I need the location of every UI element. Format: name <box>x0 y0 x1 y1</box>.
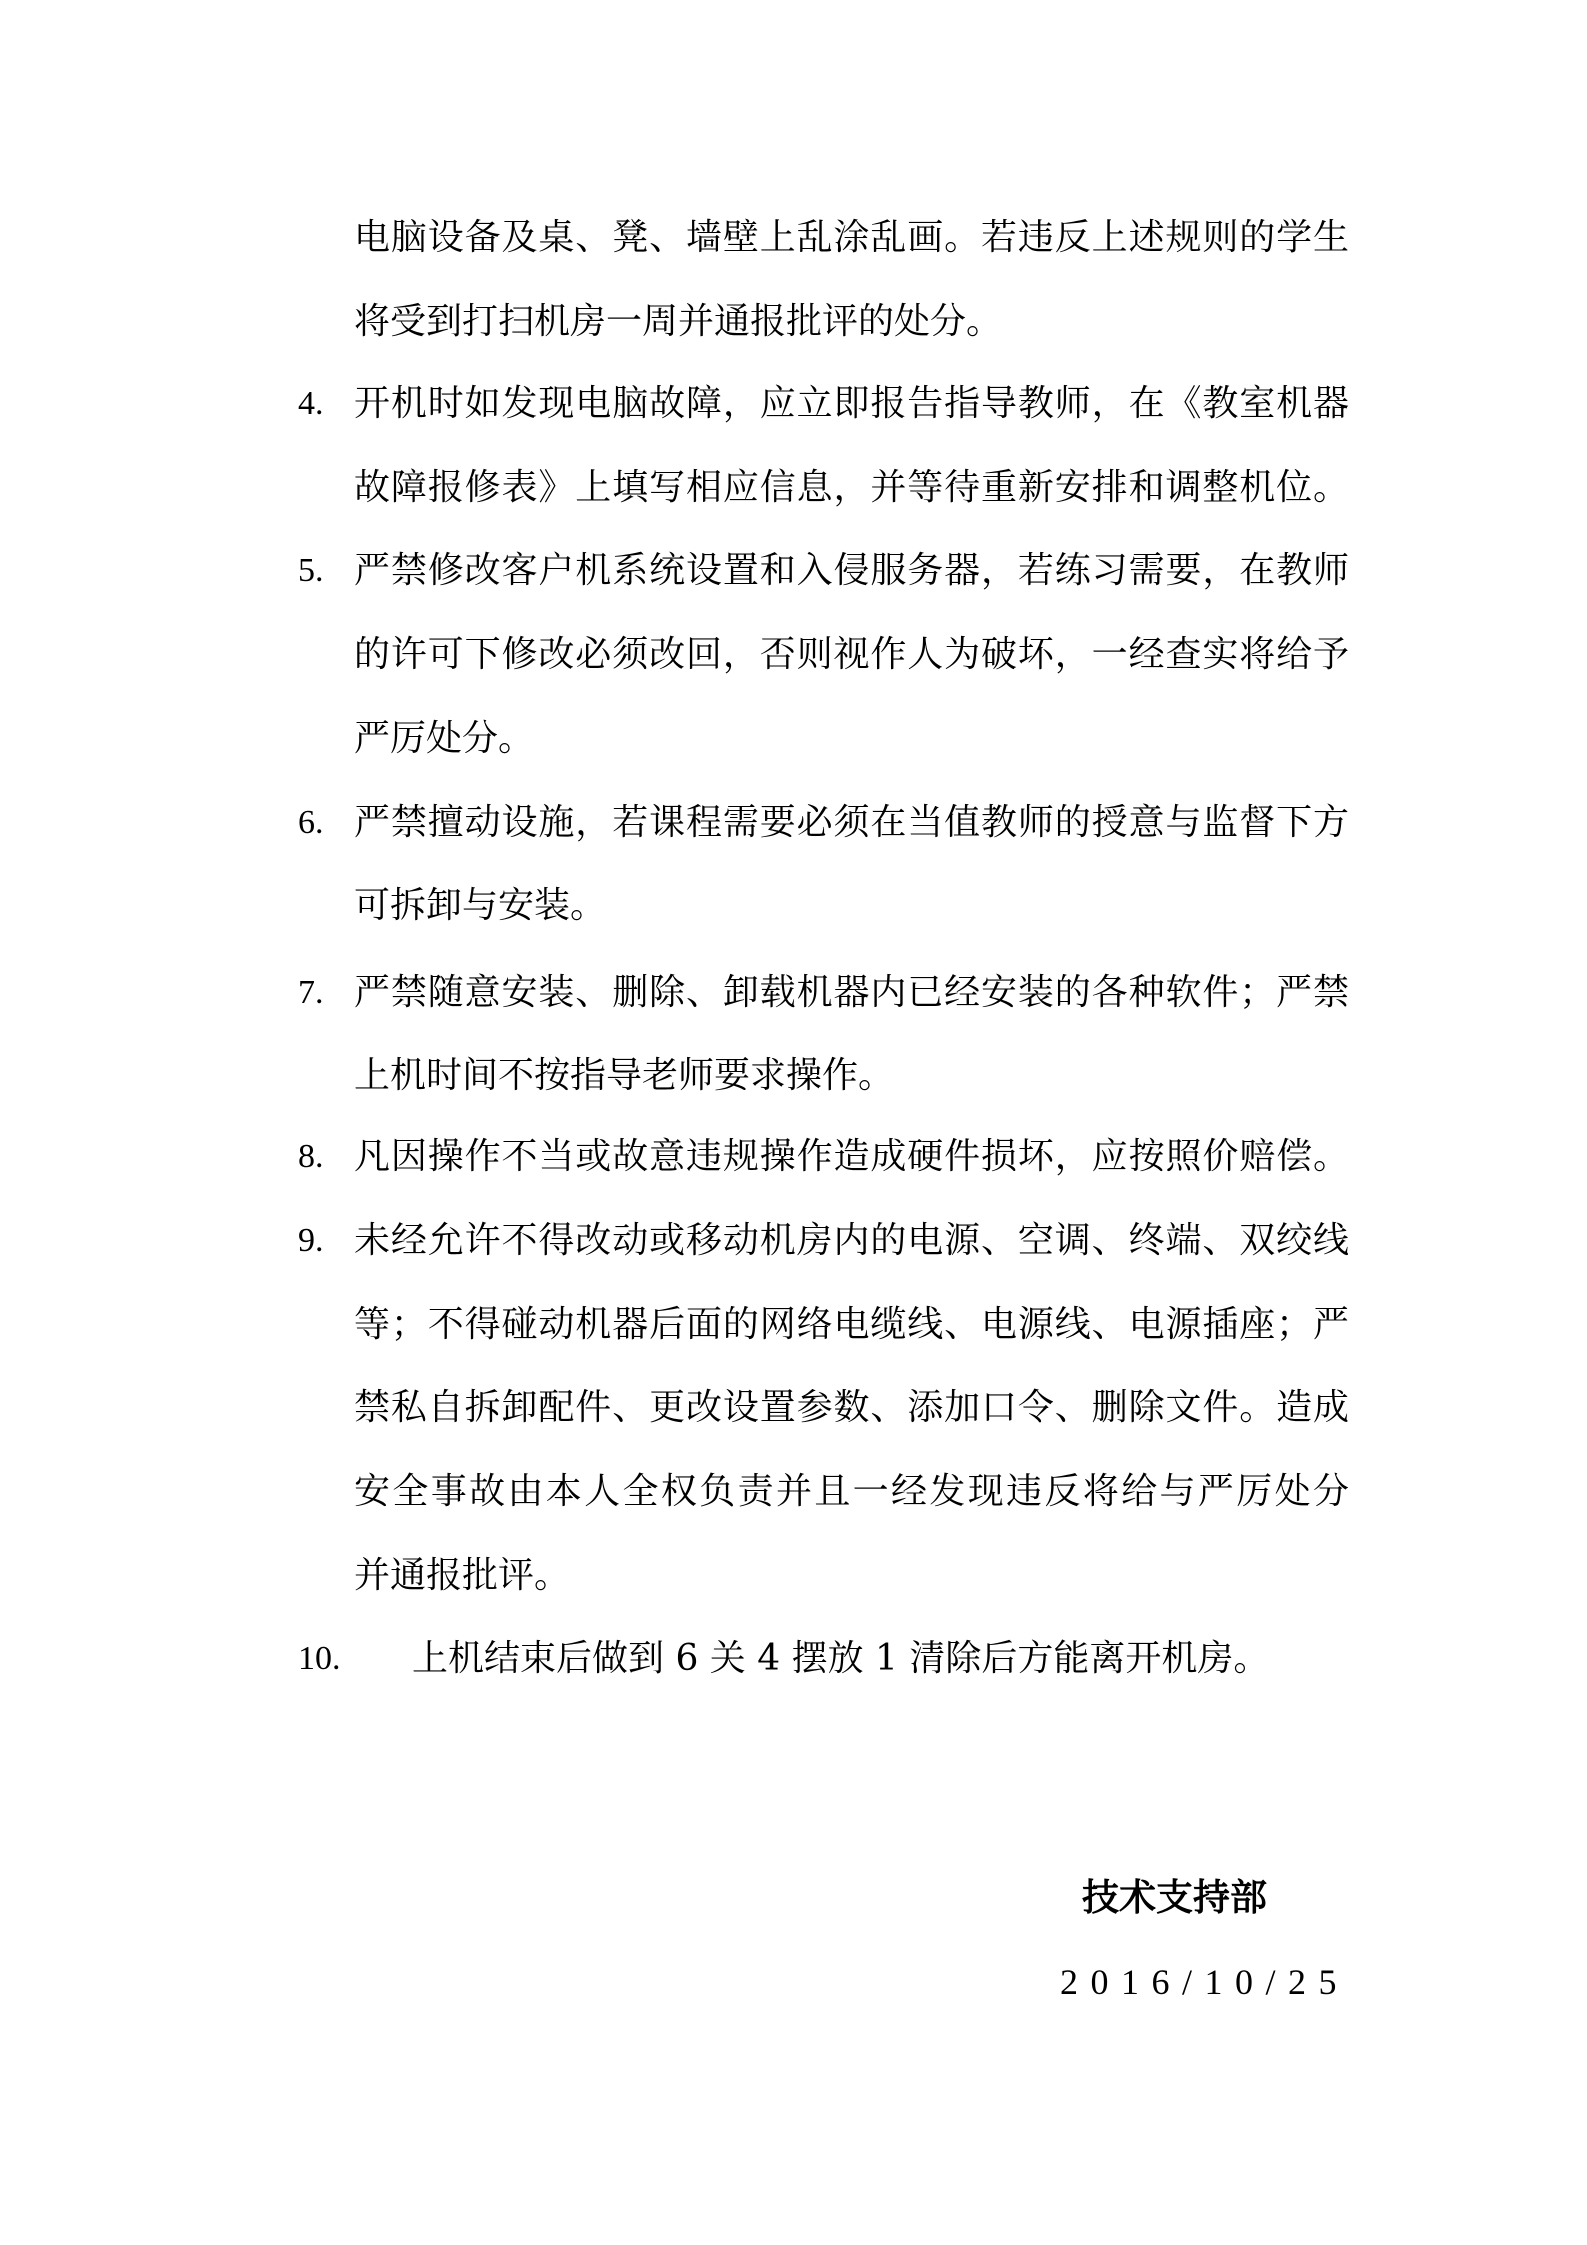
item-9-line-3: 禁私自拆卸配件、更改设置参数、添加口令、删除文件。造成 <box>354 1387 1349 1428</box>
item-7-line-2: 上机时间不按指导老师要求操作。 <box>354 1055 895 1096</box>
item-4-number: 4. <box>298 385 324 422</box>
signature-date: 2016/10/25 <box>1060 1962 1350 2002</box>
item-4-line-1: 开机时如发现电脑故障，应立即报告指导教师，在《教室机器 <box>354 383 1349 424</box>
item-7-line-1: 严禁随意安装、删除、卸载机器内已经安装的各种软件；严禁 <box>354 972 1349 1013</box>
item-3-line-2: 将受到打扫机房一周并通报批评的处分。 <box>354 301 1003 342</box>
item-6-line-2: 可拆卸与安装。 <box>354 885 607 926</box>
item-5-line-3: 严厉处分。 <box>354 718 535 759</box>
item-10-line-1: 上机结束后做到 6 关 4 摆放 1 清除后方能离开机房。 <box>412 1638 1270 1679</box>
item-5-line-1: 严禁修改客户机系统设置和入侵服务器，若练习需要，在教师 <box>354 550 1349 591</box>
signature-department: 技术支持部 <box>1082 1876 1267 1919</box>
item-9-line-4: 安全事故由本人全权负责并且一经发现违反将给与严厉处分 <box>354 1471 1349 1512</box>
item-9-line-1: 未经允许不得改动或移动机房内的电源、空调、终端、双绞线 <box>354 1220 1349 1261</box>
item-4-line-2: 故障报修表》上填写相应信息，并等待重新安排和调整机位。 <box>354 467 1349 508</box>
item-5-line-2: 的许可下修改必须改回，否则视作人为破坏，一经查实将给予 <box>354 634 1349 675</box>
item-8-line-1: 凡因操作不当或故意违规操作造成硬件损坏，应按照价赔偿。 <box>354 1136 1349 1177</box>
item-5-number: 5. <box>298 552 324 589</box>
item-6-number: 6. <box>298 804 324 841</box>
item-3-line-1: 电脑设备及桌、凳、墙壁上乱涂乱画。若违反上述规则的学生 <box>354 217 1349 258</box>
item-9-line-2: 等；不得碰动机器后面的网络电缆线、电源线、电源插座；严 <box>354 1304 1349 1345</box>
item-9-line-5: 并通报批评。 <box>354 1555 571 1596</box>
item-6-line-1: 严禁擅动设施，若课程需要必须在当值教师的授意与监督下方 <box>354 802 1349 843</box>
item-7-number: 7. <box>298 974 324 1011</box>
item-10-number: 10. <box>298 1640 341 1677</box>
item-8-number: 8. <box>298 1138 324 1175</box>
item-9-number: 9. <box>298 1222 324 1259</box>
